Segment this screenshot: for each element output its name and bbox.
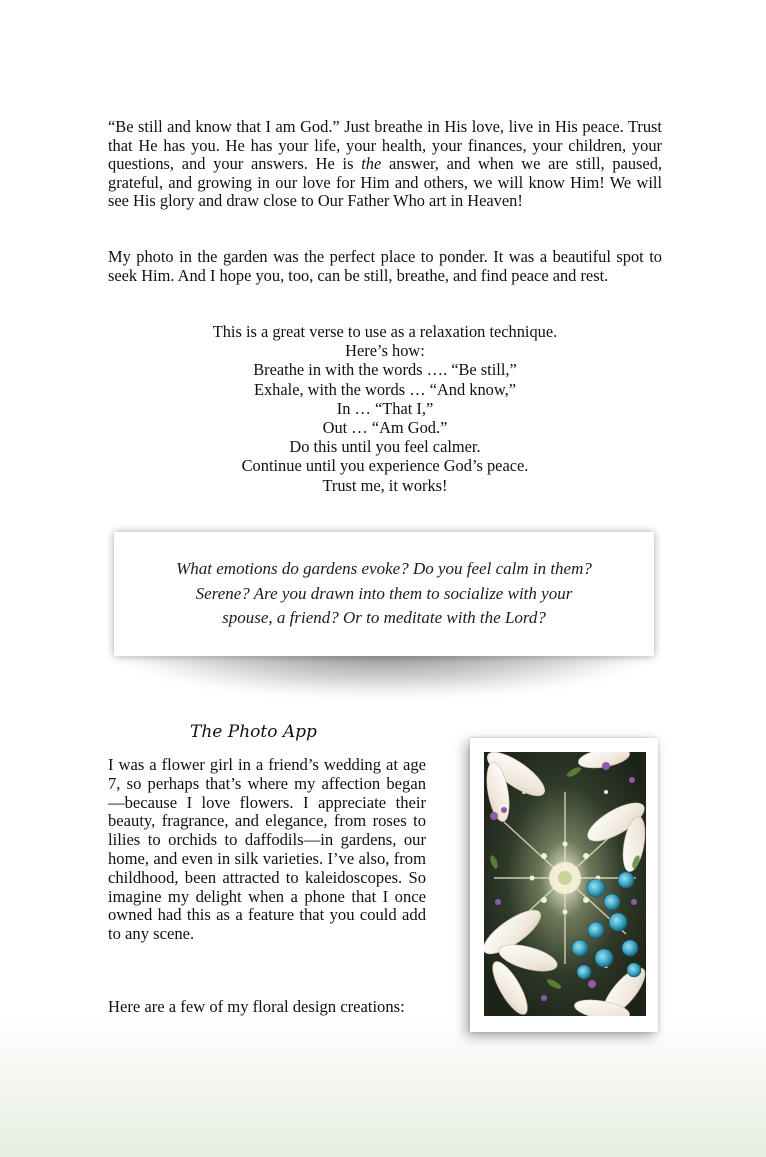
paragraph-flower-girl: I was a flower girl in a friend’s wedding at age 7, so perhaps that’s where my affection began—because I love flowers. I appreciate their beauty, fragrance, and elegance, from roses to lilies to orchids to daffodils—in gardens, our home, and even in silk varieties. I’ve also, from childhood, been attracted to kaleidoscopes. So imagine my delight when a phone that I once owned had this as a feature that you could add to any scene.	[108, 755, 426, 944]
reflection-callout	[108, 528, 660, 698]
technique-line: Here’s how:	[345, 341, 425, 361]
technique-line: Continue until you experience God’s peace.	[241, 456, 529, 476]
kaleidoscope-graphic	[484, 752, 646, 1016]
relaxation-technique	[108, 322, 662, 495]
callout-card	[114, 532, 654, 656]
paragraph-be-still	[108, 118, 662, 211]
technique-line: Exhale, with the words … “And know,”	[253, 379, 517, 399]
technique-line: Do this until you feel calmer.	[289, 437, 481, 457]
callout-text: What emotions do gardens evoke? Do you feel calm in them? Serene? Are you drawn into them to socialize with your spouse, a friend? Or to meditate with the Lord?	[176, 559, 592, 628]
paragraph-floral-creations: Here are a few of my floral design creations:	[108, 997, 405, 1016]
photo-frame	[470, 738, 658, 1032]
p1-text-start: “Be still and know that I am God.” Just breathe in His love, live in His peace. Trust that He has you. He has your life, your health, your finances, your children, your questions, and your answers. He is	[108, 117, 662, 174]
technique-line: Breathe in with the words …. “Be still,”	[253, 360, 517, 380]
kaleidoscope-photo	[484, 752, 646, 1016]
technique-line: This is a great verse to use as a relaxation technique.	[212, 322, 558, 341]
p1-emphasis: the	[361, 154, 382, 174]
technique-line: Trust me, it works!	[322, 475, 448, 495]
p1-text-end: answer, and when we are still, paused, grateful, and growing in our love for Him and others, we will know Him! We will see His glory and draw close to Our Father Who art in Heaven!	[108, 154, 662, 211]
section-heading: The Photo App	[190, 722, 317, 742]
technique-line: Out … “Am God.”	[322, 418, 448, 438]
technique-line: In … “That I,”	[336, 398, 434, 418]
paragraph-garden-photo: My photo in the garden was the perfect place to ponder. It was a beautiful spot to seek Him. And I hope you, too, can be still, breathe, and find peace and rest.	[108, 247, 662, 285]
